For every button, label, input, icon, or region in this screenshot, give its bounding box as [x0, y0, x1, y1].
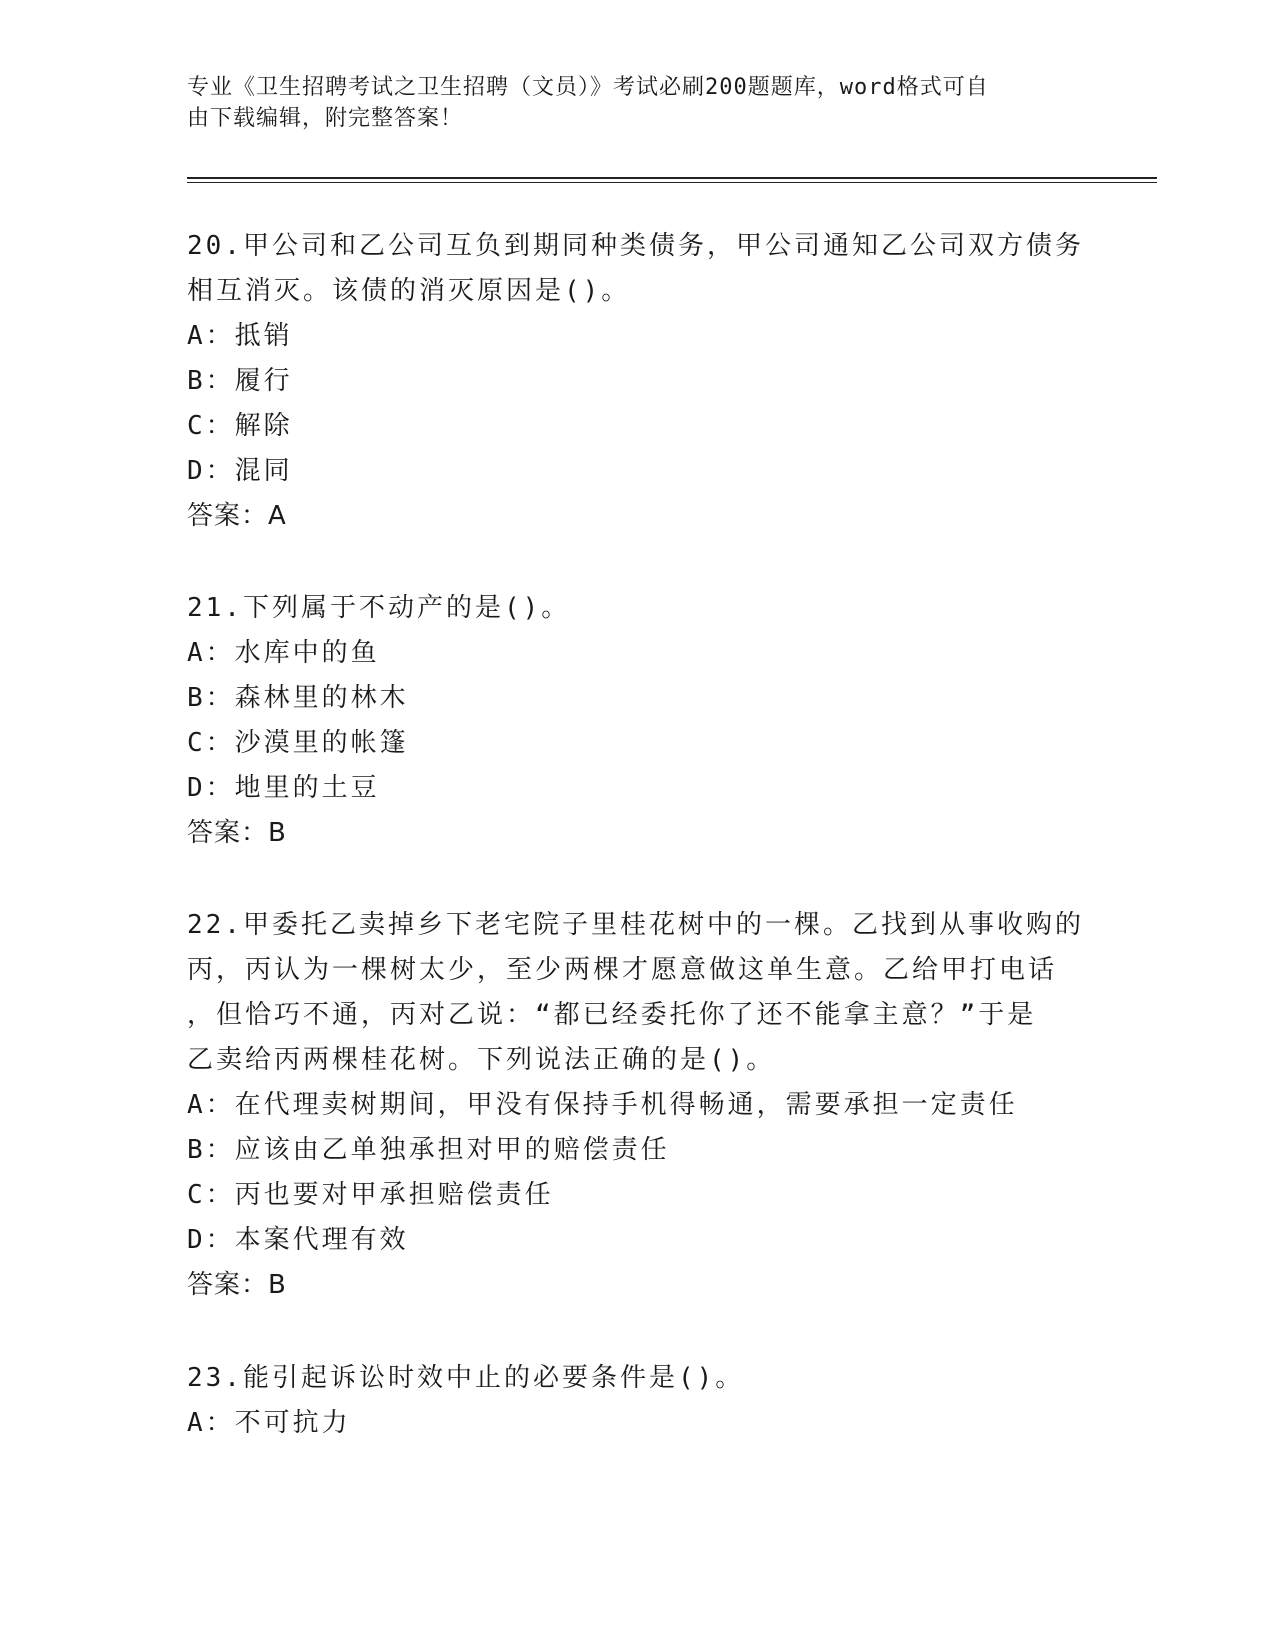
option-d: D：地里的土豆	[187, 773, 380, 803]
option-b: B：森林里的林木	[187, 683, 409, 713]
option-c: C：丙也要对甲承担赔偿责任	[187, 1180, 554, 1210]
option-a: A：在代理卖树期间，甲没有保持手机得畅通，需要承担一定责任	[187, 1090, 1018, 1120]
question-text: 相互消灭。该债的消灭原因是()。	[187, 276, 631, 306]
header-line: 专业《卫生招聘考试之卫生招聘（文员）》考试必刷200题题库，word格式可自	[187, 75, 989, 100]
option-c: C：沙漠里的帐篷	[187, 728, 409, 758]
question-20	[187, 224, 1147, 539]
option-a: A：水库中的鱼	[187, 638, 380, 668]
question-text: 20.甲公司和乙公司互负到期同种类债务，甲公司通知乙公司双方债务	[187, 231, 1084, 261]
option-a: A：抵销	[187, 321, 293, 351]
question-text: 乙卖给丙两棵桂花树。下列说法正确的是()。	[187, 1045, 776, 1075]
question-21	[187, 586, 1147, 856]
answer: 答案：B	[187, 1270, 287, 1300]
option-b: B：应该由乙单独承担对甲的赔偿责任	[187, 1135, 670, 1165]
header-divider	[187, 182, 1157, 183]
question-22	[187, 903, 1147, 1308]
option-b: B：履行	[187, 366, 293, 396]
option-a: A：不可抗力	[187, 1408, 351, 1438]
question-text: 21.下列属于不动产的是()。	[187, 593, 571, 623]
document-header	[187, 72, 1067, 134]
answer: 答案：A	[187, 501, 287, 531]
header-line: 由下载编辑，附完整答案！	[187, 106, 464, 131]
question-text: 丙，丙认为一棵树太少，至少两棵才愿意做这单生意。乙给甲打电话	[187, 955, 1058, 985]
option-d: D：混同	[187, 456, 293, 486]
question-text: ，但恰巧不通，丙对乙说：“都已经委托你了还不能拿主意？”于是	[187, 1000, 1037, 1030]
question-text: 22.甲委托乙卖掉乡下老宅院子里桂花树中的一棵。乙找到从事收购的	[187, 910, 1084, 940]
option-c: C：解除	[187, 411, 293, 441]
answer: 答案：B	[187, 818, 287, 848]
question-text: 23.能引起诉讼时效中止的必要条件是()。	[187, 1363, 745, 1393]
question-23	[187, 1356, 1147, 1446]
header-divider	[187, 177, 1157, 179]
option-d: D：本案代理有效	[187, 1225, 409, 1255]
